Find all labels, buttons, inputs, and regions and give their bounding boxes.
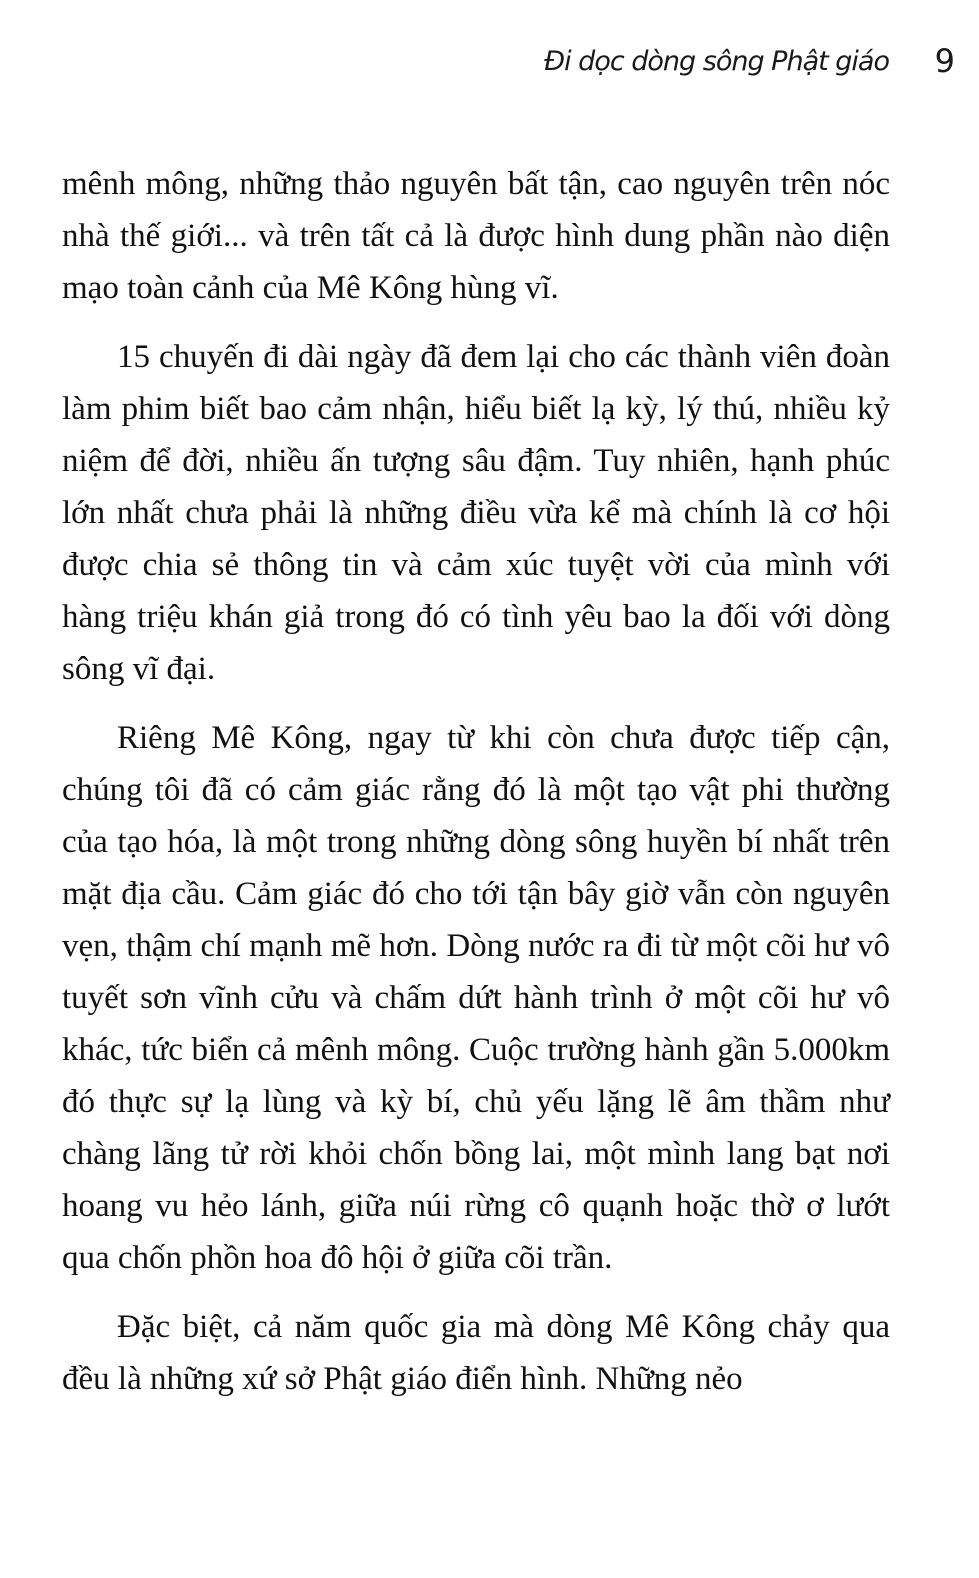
page-number: 9 <box>934 42 955 80</box>
paragraph-3: Riêng Mê Kông, ngay từ khi còn chưa được tiếp cận, chúng tôi đã có cảm giác rằng đó là một tạo vật phi thường của tạo hóa, là một trong những dòng sông huyền bí nhất trên mặt địa cầu. Cảm giác đó cho tới tận bây giờ vẫn còn nguyên vẹn, thậm chí mạnh mẽ hơn. Dòng nước ra đi từ một cõi hư vô tuyết sơn vĩnh cửu và chấm dứt hành trình ở một cõi hư vô khác, tức biển cả mênh mông. Cuộc trường hành gần 5.000km đó thực sự lạ lùng và kỳ bí, chủ yếu lặng lẽ âm thầm như chàng lãng tử rời khỏi chốn bồng lai, một mình lang bạt nơi hoang vu hẻo lánh, giữa núi rừng cô quạnh hoặc thờ ơ lướt qua chốn phồn hoa đô hội ở giữa cõi trần. <box>62 720 890 1276</box>
paragraph-2: 15 chuyến đi dài ngày đã đem lại cho các thành viên đoàn làm phim biết bao cảm nhận, hiểu biết lạ kỳ, lý thú, nhiều kỷ niệm để đời, nhiều ấn tượng sâu đậm. Tuy nhiên, hạnh phúc lớn nhất chưa phải là những điều vừa kể mà chính là cơ hội được chia sẻ thông tin và cảm xúc tuyệt vời của mình với hàng triệu khán giả trong đó có tình yêu bao la đối với dòng sông vĩ đại. <box>62 339 890 687</box>
paragraph-1: mênh mông, những thảo nguyên bất tận, cao nguyên trên nóc nhà thế giới... và trên tất cả là được hình dung phần nào diện mạo toàn cảnh của Mê Kông hùng vĩ. <box>62 166 890 306</box>
book-title: Đi dọc dòng sông Phật giáo <box>544 46 889 77</box>
paragraph-4: Đặc biệt, cả năm quốc gia mà dòng Mê Kông chảy qua đều là những xứ sở Phật giáo điển hình. Những nẻo <box>62 1309 890 1397</box>
body-text <box>62 158 890 1422</box>
running-header <box>0 42 979 86</box>
